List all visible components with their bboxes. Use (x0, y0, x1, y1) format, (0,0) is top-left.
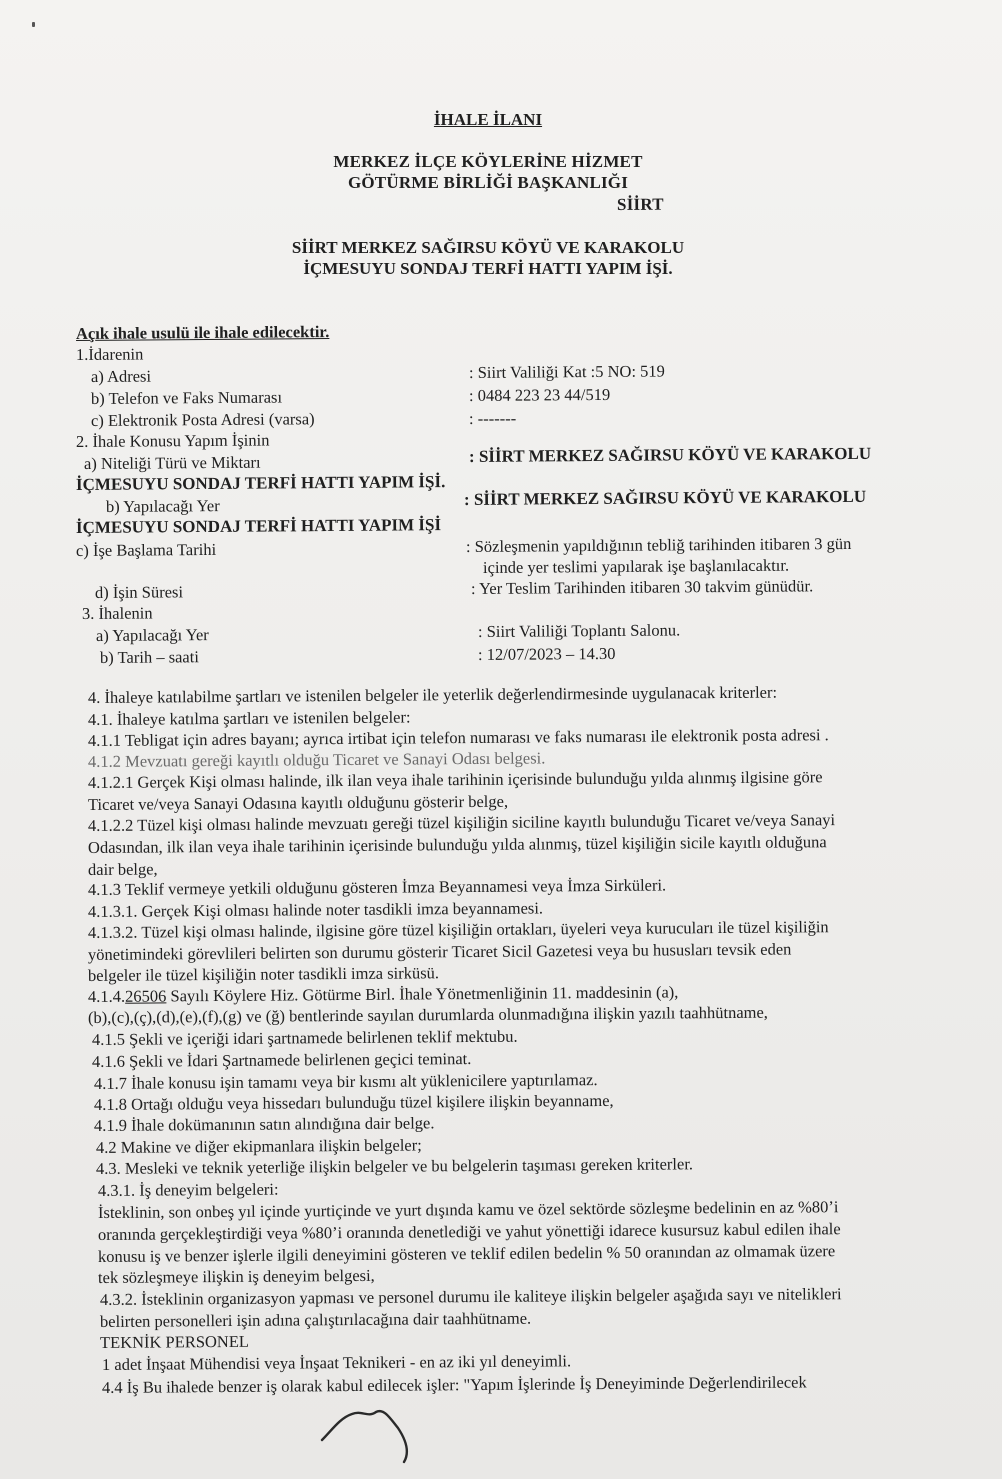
procedure-note: Açık ihale usulü ile ihale edilecektir. (75, 322, 330, 343)
s4-line-07: 4.1.2.2 Tüzel kişi olması halinde mevzuatı gereği tüzel kişiliğin siciline kayıtlı bulunduğu Ticaret ve/veya Sanayi (87, 810, 836, 835)
s4-line-05: 4.1.2.1 Gerçek Kişi olması halinde, ilk ilan veya ihale tarihinin içerisinde bulunduğu yılda alınmış ilgisine göre (87, 767, 823, 792)
s1-b-value: : 0484 223 23 44/519 (468, 384, 611, 405)
s4-line-11: 4.1.3.1. Gerçek Kişi olması halinde noter tasdikli imza beyannamesi. (87, 898, 544, 921)
s4-line-01: 4. İhaleye katılabilme şartları ve istenilen belgeler ile yeterlik değerlendirmesinde uygulanacak kriterler: (87, 682, 778, 707)
s3-a-label: a) Yapılacağı Yer (95, 625, 209, 645)
s2-a-value-cont: İÇMESUYU SONDAJ TERFİ HATTI YAPIM İŞİ. (75, 472, 446, 494)
s4-line-17: 4.1.5 Şekli ve içeriği idari şartnamede belirlenen teklif mektubu. (91, 1026, 518, 1049)
s2-b-label: b) Yapılacağı Yer (105, 496, 220, 516)
s1-c-value: : ------- (468, 408, 517, 428)
s4-line-15-rest: Sayılı Köylere Hiz. Götürme Birl. İhale Yönetmenliğinin 11. maddesinin (a), (166, 982, 679, 1006)
s4-line-15-number: 26506 (125, 986, 167, 1006)
s4-line-25: İsteklinin, son onbeş yıl içinde yurtiçinde ve yurt dışında kamu ve özel sektörde sözleşme bedelinin en az %80’i (97, 1197, 839, 1222)
s1-a-value: : Siirt Valiliği Kat :5 NO: 519 (468, 361, 665, 382)
s4-line-03: 4.1.1 Tebligat için adres bayanı; ayrıca irtibat için telefon numarası ve faks numarası ile elektronik posta adresi . (87, 725, 829, 750)
s4-line-06: Ticaret ve/veya Sanayi Odasına kayıtlı olduğunu gösterir belge, (87, 791, 509, 814)
s2-a-label: a) Niteliği Türü ve Miktarı (83, 452, 261, 473)
s2-d-value: : Yer Teslim Tarihinden itibaren 30 takvim günüdür. (470, 576, 814, 598)
s4-line-26: oranında gerçekleştirdiği veya %80’i oranında denetlediği ve yahut yönettiği idarece kusursuz kabul edilen ihale (97, 1219, 841, 1244)
s4-line-14: belgeler ile tüzel kişiliğin noter tasdikli imza sirküsü. (87, 963, 440, 985)
s4-line-15-prefix: 4.1.4. (87, 986, 126, 1006)
s1-b-label: b) Telefon ve Faks Numarası (90, 387, 283, 408)
project-title-1: SİİRT MERKEZ SAĞIRSU KÖYÜ VE KARAKOLU (291, 238, 685, 257)
s1-a-label: a) Adresi (90, 366, 152, 386)
signature-mark (318, 1400, 428, 1470)
s4-line-23: 4.3. Mesleki ve teknik yeterliğe ilişkin belgeler ve bu belgelerin taşıması gereken kriterler. (95, 1154, 694, 1178)
section-3-heading: 3. İhalenin (81, 603, 153, 623)
s4-line-24: 4.3.1. İş deneyim belgeleri: (97, 1179, 279, 1200)
s1-c-label: c) Elektronik Posta Adresi (varsa) (90, 409, 315, 430)
s4-line-27: konusu iş ve benzer işlerle ilgili deneyimini gösteren ve teklif edilen bedelin % 50 oranından az olmamak üzere (97, 1241, 836, 1266)
s4-line-32: 1 adet İnşaat Mühendisi veya İnşaat Teknikeri - en az iki yıl deneyimli. (101, 1351, 572, 1374)
s2-c-value-cont: içinde yer teslimi yapılarak işe başlanılacaktır. (482, 555, 790, 577)
s2-b-value: : SİİRT MERKEZ SAĞIRSU KÖYÜ VE KARAKOLU (463, 486, 867, 509)
s4-line-10: 4.1.3 Teklif vermeye yetkili olduğunu gösteren İmza Beyannamesi veya İmza Sirküleri. (87, 875, 667, 899)
project-title-2: İÇMESUYU SONDAJ TERFİ HATTI YAPIM İŞİ. (303, 259, 673, 278)
s4-line-08: Odasından, ilk ilan veya ihale tarihinin içerisinde bulunduğu yılda alınmış, tüzel kişiliğin sicile kayıtlı olduğuna (87, 832, 827, 857)
s3-a-value: : Siirt Valiliği Toplantı Salonu. (477, 620, 681, 641)
s4-line-21: 4.1.9 İhale dokümanının satın alındığına dair belge. (93, 1113, 435, 1135)
s2-c-value: : Sözleşmenin yapıldığının tebliğ tarihinden itibaren 3 gün (465, 533, 852, 556)
s2-c-label: c) İşe Başlama Tarihi (75, 539, 217, 560)
section-2-heading: 2. İhale Konusu Yapım İşinin (75, 430, 270, 451)
s4-line-28: tek sözleşmeye ilişkin iş deneyim belgesi, (97, 1265, 375, 1287)
s4-line-30: belirten personelleri işin adına çalıştırılacağına dair taahhütname. (99, 1308, 532, 1331)
s2-a-value: : SİİRT MERKEZ SAĞIRSU KÖYÜ VE KARAKOLU (468, 443, 872, 466)
s4-line-22: 4.2 Makine ve diğer ekipmanlara ilişkin belgeler; (95, 1135, 422, 1157)
scan-mark (32, 22, 35, 27)
s4-line-33: 4.4 İş Bu ihalede benzer iş olarak kabul edilecek işler: "Yapım İşlerinde İş Deneyiminde Değerlendirilecek (101, 1372, 807, 1397)
s4-line-12: 4.1.3.2. Tüzel kişi olması halinde, ilgisine göre tüzel kişiliğin ortakları, üyeleri veya kurucuları ile tüzel kişiliğin (87, 917, 829, 942)
notice-title: İHALE İLANI (433, 110, 543, 129)
s4-line-16: (b),(c),(ç),(d),(e),(f),(g) ve (ğ) bentlerinde sayılan durumlarda olunmadığına ilişkin yazılı taahhütname, (87, 1002, 768, 1027)
org-line-2: GÖTÜRME BİRLİĞİ BAŞKANLIĞI (347, 173, 629, 192)
s4-line-02: 4.1. İhaleye katılma şartları ve istenilen belgeler: (87, 707, 411, 729)
s4-line-31: TEKNİK PERSONEL (99, 1331, 250, 1352)
s4-line-09: dair belge, (87, 859, 158, 879)
s4-line-18: 4.1.6 Şekli ve İdari Şartnamede belirlenen geçici teminat. (91, 1049, 472, 1071)
s2-b-value-cont: İÇMESUYU SONDAJ TERFİ HATTI YAPIM İŞİ (75, 515, 442, 537)
org-line-1: MERKEZ İLÇE KÖYLERİNE HİZMET (333, 152, 643, 171)
s3-b-value: : 12/07/2023 – 14.30 (477, 643, 616, 664)
s4-line-20: 4.1.8 Ortağı olduğu veya hissedarı bulunduğu tüzel kişilere ilişkin beyanname, (93, 1090, 614, 1114)
s4-line-29: 4.3.2. İsteklinin organizasyon yapması ve personel durumu ile kaliteye ilişkin belgeler aşağıda sayı ve nitelikleri (99, 1284, 842, 1309)
org-city: SİİRT (616, 194, 664, 214)
section-1-heading: 1.İdarenin (75, 344, 144, 364)
s4-line-13: yönetimindeki görevlileri belirten son durumu gösterir Ticaret Sicil Gazetesi veya bu hususları tevsik eden (87, 939, 792, 964)
s4-line-19: 4.1.7 İhale konusu işin tamamı veya bir kısmı alt yüklenicilere yaptırılamaz. (93, 1070, 598, 1093)
s4-line-04: 4.1.2 Mevzuatı gereği kayıtlı olduğu Ticaret ve Sanayi Odası belgesi. (87, 748, 546, 771)
s3-b-label: b) Tarih – saati (99, 647, 199, 667)
s2-d-label: d) İşin Süresi (94, 582, 184, 602)
